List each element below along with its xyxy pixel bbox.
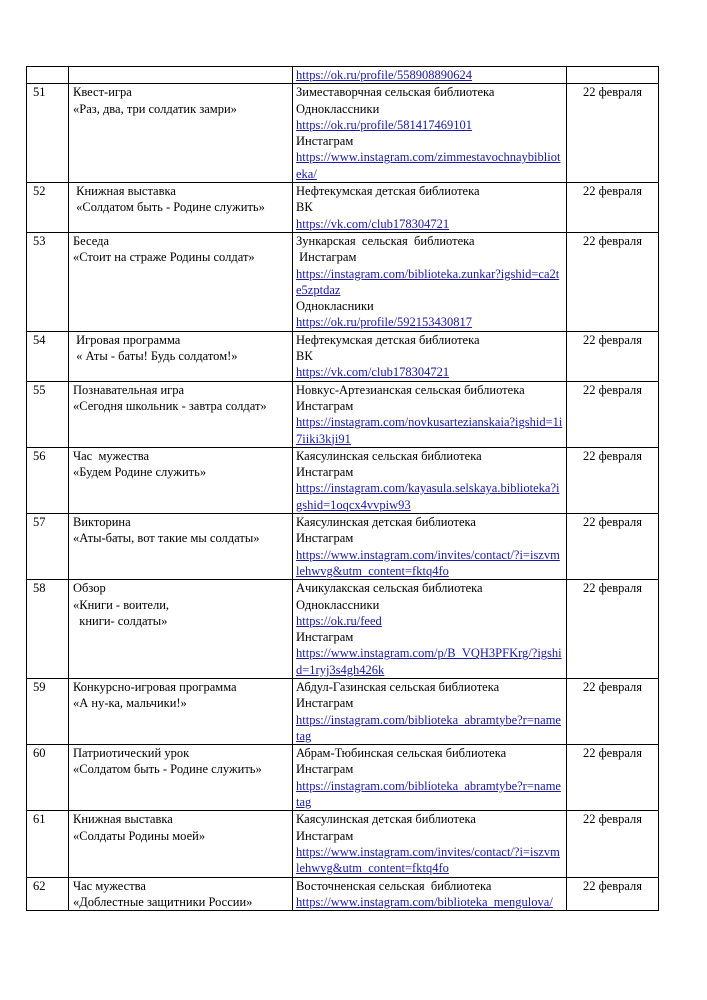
event-line: Час мужества xyxy=(73,448,150,463)
table-row xyxy=(27,84,659,183)
place-line: Инстаграм xyxy=(296,762,354,777)
row-number: 52 xyxy=(27,183,69,233)
place-line: Инстаграм xyxy=(296,250,357,265)
table-row xyxy=(27,381,659,447)
url-link[interactable]: https://www.instagram.com/biblioteka_mengulova/ xyxy=(296,894,553,909)
date-cell: 22 февраля xyxy=(567,877,659,911)
url-link[interactable]: https://www.instagram.com/invites/contact/?i=iszvmlehwvg&utm_content=fktq4fo xyxy=(296,844,560,876)
url-link[interactable]: https://www.instagram.com/invites/contact/?i=iszvmlehwvg&utm_content=fktq4fo xyxy=(296,547,560,578)
place-line: Инстаграм xyxy=(296,696,354,711)
date-cell: 22 февраля xyxy=(567,331,659,381)
event-line: Патриотический урок xyxy=(73,746,190,761)
place-line: Каясулинская детская библиотека xyxy=(296,812,476,827)
table-row xyxy=(27,745,659,811)
place-line: Зункарская сельская библиотека xyxy=(296,233,475,248)
event-cell xyxy=(69,678,293,744)
place-line: Инстаграм xyxy=(296,398,354,413)
event-line: «Солдаты Родины моей» xyxy=(73,828,206,843)
place-line: Инстаграм xyxy=(296,465,354,480)
event-line: Обзор xyxy=(73,581,106,596)
place-cell xyxy=(293,580,567,679)
url-link[interactable]: https://instagram.com/novkusartezianskaia?igshid=1i7iiki3kji91 xyxy=(296,415,563,446)
place-cell xyxy=(293,331,567,381)
event-line: «Аты-баты, вот такие мы солдаты» xyxy=(73,531,260,546)
row-number: 58 xyxy=(27,580,69,679)
table-row xyxy=(27,232,659,331)
event-line: «Будем Родине служить» xyxy=(73,465,207,480)
place-cell xyxy=(293,514,567,580)
place-line: Абрам-Тюбинская сельская библиотека xyxy=(296,746,507,761)
place-line: Ачикулакская сельская библиотека xyxy=(296,581,483,596)
event-line: Викторина xyxy=(73,515,131,530)
place-cell xyxy=(293,447,567,513)
place-cell xyxy=(293,678,567,744)
event-cell xyxy=(69,877,293,911)
event-line: Книжная выставка xyxy=(73,184,176,199)
place-cell xyxy=(293,183,567,233)
row-number: 60 xyxy=(27,745,69,811)
url-link[interactable]: https://ok.ru/profile/581417469101 xyxy=(296,117,473,132)
event-cell xyxy=(69,381,293,447)
place-cell xyxy=(293,811,567,877)
event-cell xyxy=(69,514,293,580)
event-line: книги- солдаты» xyxy=(73,613,168,628)
table-row xyxy=(27,183,659,233)
place-line: Зиместаворчная сельская библиотека xyxy=(296,85,495,100)
event-line: «Доблестные защитники России» xyxy=(73,894,253,909)
event-line: «А ну-ка, мальчики!» xyxy=(73,696,187,711)
event-line: Познавательная игра xyxy=(73,382,185,397)
event-line: «Книги - воители, xyxy=(73,597,170,612)
event-line: Конкурсно-игровая программа xyxy=(73,679,237,694)
place-line: Новкус-Артезианская сельская библиотека xyxy=(296,382,525,397)
event-line: «Раз, два, три солдатик замри» xyxy=(73,101,237,116)
url-link[interactable]: https://vk.com/club178304721 xyxy=(296,365,450,380)
event-line: «Солдатом быть - Родине служить» xyxy=(73,200,265,215)
event-line: Квест-игра xyxy=(73,85,132,100)
table-row xyxy=(27,331,659,381)
table-row xyxy=(27,811,659,877)
event-cell xyxy=(69,447,293,513)
event-cell xyxy=(69,232,293,331)
date-cell: 22 февраля xyxy=(567,514,659,580)
place-line: Инстаграм xyxy=(296,630,354,645)
place-line: Одноклассники xyxy=(296,101,380,116)
event-line: Час мужества xyxy=(73,878,146,893)
date-cell: 22 февраля xyxy=(567,678,659,744)
event-cell xyxy=(69,183,293,233)
event-cell xyxy=(69,811,293,877)
place-line: Абдул-Газинская сельская библиотека xyxy=(296,679,500,694)
event-cell xyxy=(69,580,293,679)
place-cell xyxy=(293,232,567,331)
event-line: Игровая программа xyxy=(73,332,181,347)
place-line: Каясулинская детская библиотека xyxy=(296,515,476,530)
place-line: Нефтекумская детская библиотека xyxy=(296,184,480,199)
url-link[interactable]: https://ok.ru/profile/558908890624 xyxy=(296,68,473,82)
place-line: ВК xyxy=(296,200,313,215)
row-number: 61 xyxy=(27,811,69,877)
events-table-body xyxy=(27,67,659,911)
row-number: 51 xyxy=(27,84,69,183)
place-line: Инстаграм xyxy=(296,828,354,843)
url-link[interactable]: https://instagram.com/biblioteka_abramtybe?r=nametag xyxy=(296,778,561,810)
event-cell xyxy=(69,331,293,381)
url-link[interactable]: https://vk.com/club178304721 xyxy=(296,216,450,231)
url-link[interactable]: https://www.instagram.com/zimmestavochnaybiblioteka/ xyxy=(296,150,561,181)
place-line: Инстаграм xyxy=(296,531,354,546)
place-cell xyxy=(293,67,567,84)
row-number: 62 xyxy=(27,877,69,911)
event-line: «Сегодня школьник - завтра солдат» xyxy=(73,398,267,413)
place-line: Восточненская сельская библиотека xyxy=(296,878,492,893)
events-table xyxy=(26,66,659,911)
url-link[interactable]: https://instagram.com/biblioteka_abramtybe?r=nametag xyxy=(296,712,561,743)
date-cell: 22 февраля xyxy=(567,84,659,183)
place-line: Нефтекумская детская библиотека xyxy=(296,332,480,347)
date-cell: 22 февраля xyxy=(567,811,659,877)
event-line: Беседа xyxy=(73,233,110,248)
date-cell: 22 февраля xyxy=(567,580,659,679)
date-cell xyxy=(567,67,659,84)
table-row xyxy=(27,447,659,513)
url-link[interactable]: https://ok.ru/feed xyxy=(296,613,382,628)
url-link[interactable]: https://instagram.com/biblioteka.zunkar?igshid=ca2te5zptdaz xyxy=(296,266,560,297)
place-cell xyxy=(293,877,567,911)
date-cell: 22 февраля xyxy=(567,447,659,513)
event-line: «Солдатом быть - Родине служить» xyxy=(73,762,262,777)
url-link[interactable]: https://www.instagram.com/p/B_VQH3PFKrg/?igshid=1ryj3s4gh426k xyxy=(296,646,562,677)
place-line: ВК xyxy=(296,349,313,364)
row-number: 56 xyxy=(27,447,69,513)
event-cell xyxy=(69,67,293,84)
place-cell xyxy=(293,745,567,811)
date-cell: 22 февраля xyxy=(567,745,659,811)
event-line: Книжная выставка xyxy=(73,812,173,827)
event-cell xyxy=(69,745,293,811)
place-line: Инстаграм xyxy=(296,134,354,149)
place-line: Каясулинская сельская библиотека xyxy=(296,448,482,463)
row-number: 59 xyxy=(27,678,69,744)
place-cell xyxy=(293,381,567,447)
row-number xyxy=(27,67,69,84)
place-cell xyxy=(293,84,567,183)
table-row xyxy=(27,514,659,580)
place-line: Одноклассники xyxy=(296,597,380,612)
date-cell: 22 февраля xyxy=(567,232,659,331)
row-number: 54 xyxy=(27,331,69,381)
table-row xyxy=(27,580,659,679)
event-line: «Стоит на страже Родины солдат» xyxy=(73,250,255,265)
date-cell: 22 февраля xyxy=(567,381,659,447)
url-link[interactable]: https://instagram.com/kayasula.selskaya.biblioteka?igshid=1oqcx4vvpiw93 xyxy=(296,481,560,512)
table-row xyxy=(27,678,659,744)
event-line: « Аты - баты! Будь солдатом!» xyxy=(73,349,238,364)
table-row xyxy=(27,67,659,84)
row-number: 57 xyxy=(27,514,69,580)
date-cell: 22 февраля xyxy=(567,183,659,233)
table-row xyxy=(27,877,659,911)
place-line: Однокласники xyxy=(296,299,374,314)
row-number: 55 xyxy=(27,381,69,447)
row-number: 53 xyxy=(27,232,69,331)
url-link[interactable]: https://ok.ru/profile/592153430817 xyxy=(296,315,473,330)
event-cell xyxy=(69,84,293,183)
